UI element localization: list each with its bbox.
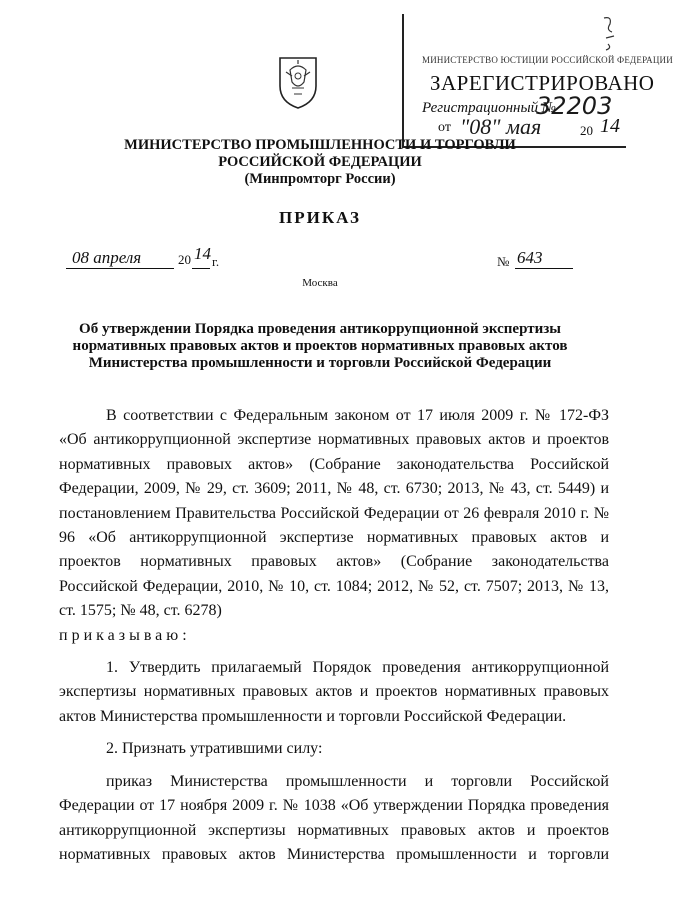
date-suffix: г.	[212, 254, 220, 269]
order-heading	[0, 321, 640, 372]
heading-line-1: Об утверждении Порядка проведения антикоррупционной экспертизы	[79, 321, 561, 337]
date-underline	[66, 268, 174, 269]
stamp-date: "08" мая	[460, 114, 542, 139]
paragraph-repealed-order: приказ Министерства промышленности и торговли Российской Федерации от 17 ноября 2009 г. № 1038 «Об утверждении Порядка проведения антикоррупционной экспертизы нормативных правовых актов и проектов нормативных правовых актов Министерства промышленности и торговли	[59, 772, 609, 863]
stamp-year-hand: 14	[600, 115, 620, 137]
paragraph-preamble: В соответствии с Федеральным законом от 17 июля 2009 г. № 172-ФЗ «Об антикоррупционной экспертизе нормативных правовых актов и проектов нормативных правовых актов» (Собрание законодательства Российской Федерации, 2009, № 29, ст. 3609; 2011, № 48, ст. 6730; 2013, № 43, ст. 5449) и постановлением Правительства Российской Федерации от 26 февраля 2010 г. № 96 «Об антикоррупционной экспертизе нормативных правовых актов и проектов нормативных правовых актов» (Собрание законодательства Российской Федерации, 2010, № 10, ст. 1084; 2012, № 52, ст. 7507; 2013, № 13, ст. 1575; № 48, ст. 6278)	[59, 407, 609, 620]
org-line-3: (Минпромторг России)	[244, 171, 396, 187]
stamp-mark-icon	[600, 14, 618, 54]
heading-line-3: Министерства промышленности и торговли Российской Федерации	[88, 355, 552, 371]
year-underline	[192, 268, 210, 269]
organization-header	[0, 137, 640, 188]
number-sign: №	[497, 254, 510, 269]
date-year-printed: 20	[178, 252, 191, 267]
city: Москва	[302, 277, 338, 289]
stamp-from: от	[438, 120, 451, 135]
org-line-1: МИНИСТЕРСТВО ПРОМЫШЛЕННОСТИ И ТОРГОВЛИ	[124, 137, 516, 153]
order-date	[66, 244, 220, 272]
paragraph-item-1: 1. Утвердить прилагаемый Порядок проведения антикоррупционной экспертизы нормативных правовых актов и проектов нормативных правовых актов Министерства промышленности и торговли Российской Федерации.	[59, 659, 609, 725]
number-handwritten: 643	[517, 248, 543, 267]
paragraph-item-2: 2. Признать утратившими силу:	[106, 740, 323, 758]
coat-of-arms-emblem	[276, 52, 320, 110]
date-year-hand: 14	[194, 244, 211, 263]
paragraph-order-word: приказываю:	[59, 626, 191, 644]
stamp-year-printed: 20	[580, 123, 593, 138]
order-number	[497, 248, 577, 272]
org-line-2: РОССИЙСКОЙ ФЕДЕРАЦИИ	[218, 154, 422, 170]
order-body	[59, 404, 609, 867]
stamp-ministry: МИНИСТЕРСТВО ЮСТИЦИИ РОССИЙСКОЙ ФЕДЕРАЦИИ	[422, 55, 673, 65]
number-underline	[515, 268, 573, 269]
order-title: ПРИКАЗ	[279, 208, 361, 227]
registration-stamp	[402, 14, 673, 148]
date-handwritten: 08 апреля	[72, 248, 142, 267]
heading-line-2: нормативных правовых актов и проектов нормативных правовых актов	[72, 338, 568, 354]
stamp-regno-label: Регистрационный №	[422, 100, 557, 116]
stamp-registered: ЗАРЕГИСТРИРОВАНО	[430, 71, 655, 95]
stamp-regno: 32203	[536, 92, 613, 120]
